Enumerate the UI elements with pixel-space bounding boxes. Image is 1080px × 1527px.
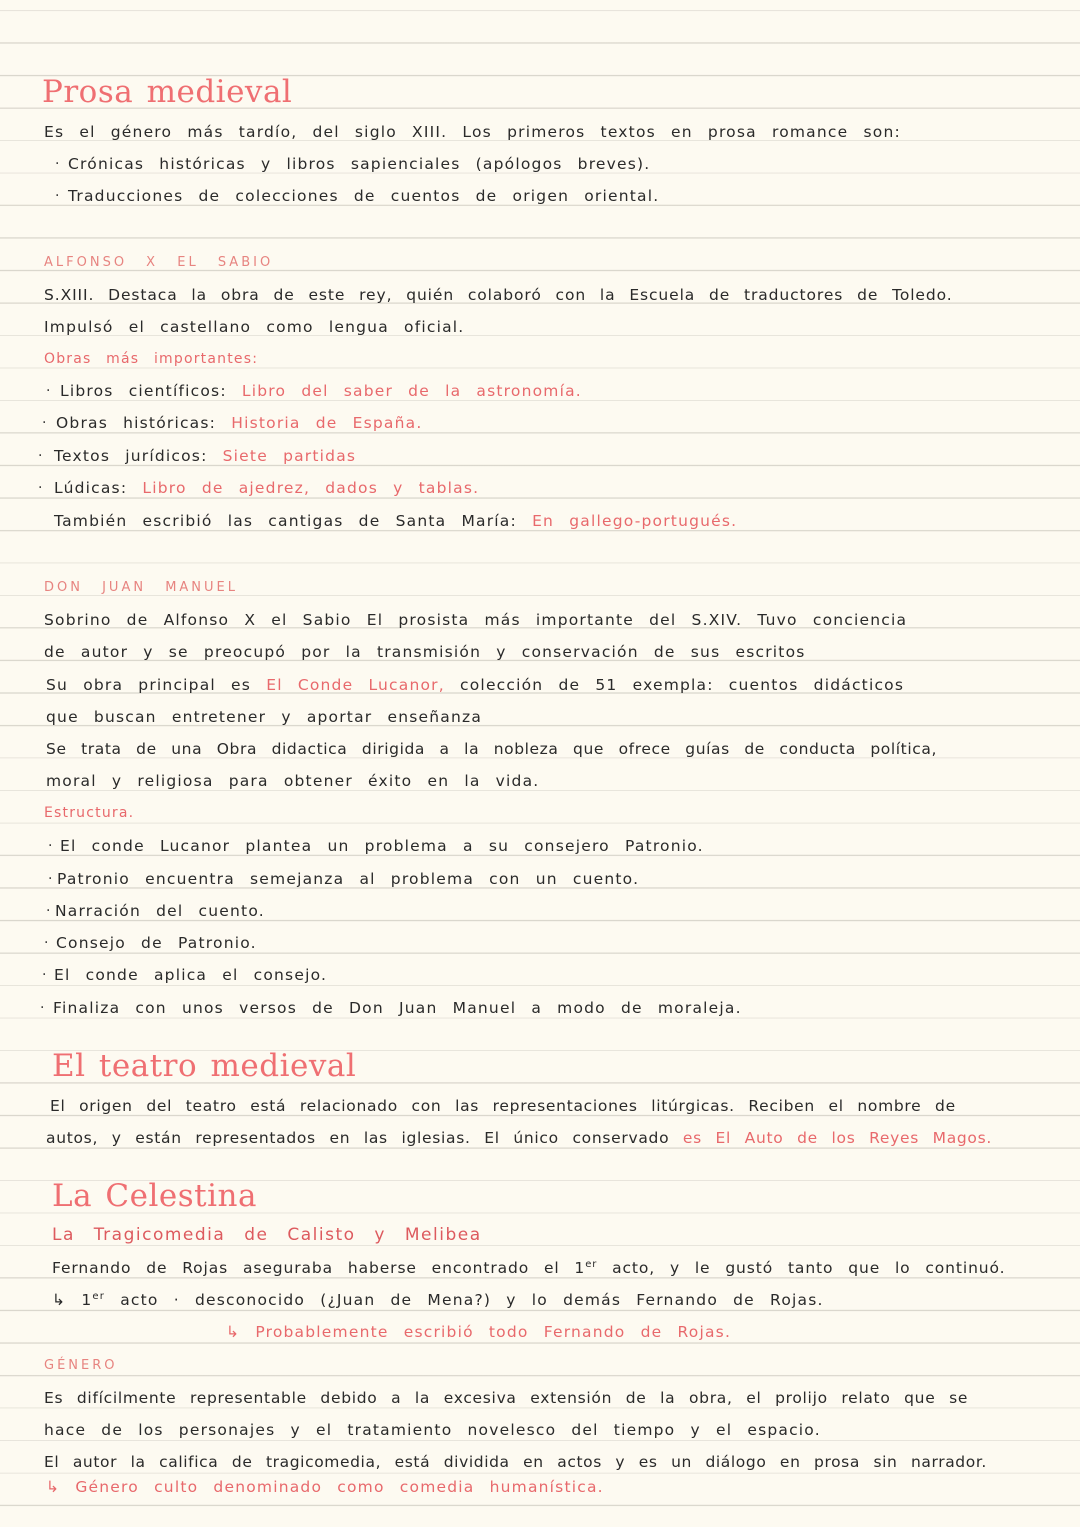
obra-label: Libros científicos: <box>60 382 227 400</box>
jm-line-1: Sobrino de Alfonso X el Sabio El prosista más importante del S.XIV. Tuvo conciencia <box>44 611 908 629</box>
teatro-title: El teatro medieval <box>52 1048 357 1084</box>
prosa-item-1: Crónicas históricas y libros sapienciales (apólogos breves). <box>68 155 651 173</box>
estructura-item: El conde aplica el consejo. <box>54 966 328 984</box>
celestina-line-3 <box>226 1322 731 1342</box>
arrow-icon: ↳ <box>226 1323 241 1341</box>
obra-value: Libro del saber de la astronomía. <box>241 382 582 400</box>
celestina-line-1a: Fernando de Rojas aseguraba haberse encontrado el 1 <box>52 1259 586 1277</box>
obra-label: Textos jurídicos: <box>54 447 208 465</box>
arrow-icon: ↳ <box>52 1291 67 1309</box>
estructura-item: Finaliza con unos versos de Don Juan Manuel a modo de moraleja. <box>53 999 742 1017</box>
bullet-dot: · <box>48 838 53 854</box>
prosa-intro: Es el género más tardío, del siglo XIII. Los primeros textos en prosa romance son: <box>44 123 901 141</box>
bullet-dot: · <box>48 871 53 887</box>
jm-line-3a: Su obra principal es <box>46 676 252 694</box>
cantigas-lang: En gallego-portugués. <box>532 512 738 530</box>
bullet-dot: · <box>42 967 47 983</box>
celestina-line-3-text: Probablemente escribió todo Fernando de Rojas. <box>255 1323 732 1341</box>
celestina-title: La Celestina <box>52 1178 257 1214</box>
jm-line-5: Se trata de una Obra didactica dirigida a la nobleza que ofrece guías de conducta política, <box>46 740 938 758</box>
alfonso-heading: ALFONSO X EL SABIO <box>44 255 274 270</box>
cantigas-text: También escribió las cantigas de Santa María: <box>54 512 517 530</box>
estructura-item: El conde Lucanor plantea un problema a su consejero Patronio. <box>60 837 704 855</box>
celestina-subtitle: La Tragicomedia de Calisto y Melibea <box>52 1225 482 1245</box>
obra-label: Lúdicas: <box>54 479 128 497</box>
teatro-line-2a: autos, y están representados en las iglesias. El único conservado <box>46 1129 670 1147</box>
bullet-dot: · <box>55 156 60 172</box>
celestina-line-2a: 1 <box>81 1291 93 1309</box>
jm-line-3c: colección de 51 exempla: cuentos didácticos <box>460 676 905 694</box>
genero-line-4-text: Género culto denominado como comedia humanística. <box>75 1478 604 1496</box>
teatro-line-1: El origen del teatro está relacionado con las representaciones litúrgicas. Reciben el nombre de <box>50 1097 956 1115</box>
bullet-dot: · <box>38 480 43 496</box>
bullet-dot: · <box>38 448 43 464</box>
alfonso-p1: S.XIII. Destaca la obra de este rey, quién colaboró con la Escuela de traductores de Toledo. <box>44 286 953 304</box>
superscript: er <box>92 1290 106 1302</box>
conde-lucanor-title: El Conde Lucanor, <box>266 676 445 694</box>
obra-value: Siete partidas <box>222 447 357 465</box>
cantigas-line <box>54 511 737 531</box>
obras-label: Obras más importantes: <box>44 351 259 367</box>
bullet-dot: · <box>46 903 51 919</box>
genero-heading: GÉNERO <box>44 1358 118 1373</box>
celestina-line-2b: acto · desconocido (¿Juan de Mena?) y lo demás Fernando de Rojas. <box>120 1291 824 1309</box>
jm-line-6: moral y religiosa para obtener éxito en la vida. <box>46 772 540 790</box>
obra-item <box>60 381 582 401</box>
obra-value: Historia de España. <box>231 414 423 432</box>
estructura-item: Patronio encuentra semejanza al problema con un cuento. <box>57 870 640 888</box>
genero-line-3: El autor la califica de tragicomedia, está dividida en actos y es un diálogo en prosa sin narrador. <box>44 1453 987 1471</box>
jm-line-3 <box>46 675 904 695</box>
obra-item <box>56 413 422 433</box>
teatro-line-2 <box>46 1128 992 1148</box>
estructura-item: Narración del cuento. <box>55 902 265 920</box>
prosa-item-2: Traducciones de colecciones de cuentos de origen oriental. <box>68 187 660 205</box>
obra-item <box>54 446 356 466</box>
bullet-dot: · <box>42 415 47 431</box>
celestina-line-1 <box>52 1258 1005 1278</box>
genero-line-1: Es difícilmente representable debido a la excesiva extensión de la obra, el prolijo relato que se <box>44 1389 969 1407</box>
juan-manuel-heading: DON JUAN MANUEL <box>44 580 239 595</box>
estructura-label: Estructura. <box>44 805 135 821</box>
obra-label: Obras históricas: <box>56 414 217 432</box>
jm-line-2: de autor y se preocupó por la transmisión y conservación de sus escritos <box>44 643 806 661</box>
auto-reyes-magos: es El Auto de los Reyes Magos. <box>682 1129 993 1147</box>
jm-line-4: que buscan entretener y aportar enseñanza <box>46 708 483 726</box>
arrow-icon: ↳ <box>46 1478 61 1496</box>
alfonso-p2: Impulsó el castellano como lengua oficial. <box>44 318 465 336</box>
celestina-line-2 <box>52 1290 824 1310</box>
obra-item <box>54 478 479 498</box>
genero-line-4 <box>46 1477 604 1497</box>
obra-value: Libro de ajedrez, dados y tablas. <box>142 479 480 497</box>
bullet-dot: · <box>44 935 49 951</box>
estructura-item: Consejo de Patronio. <box>56 934 257 952</box>
bullet-dot: · <box>46 383 51 399</box>
bullet-dot: · <box>40 1000 45 1016</box>
celestina-line-1b: acto, y le gustó tanto que lo continuó. <box>612 1259 1006 1277</box>
bullet-dot: · <box>55 188 60 204</box>
prosa-title: Prosa medieval <box>42 74 293 110</box>
superscript: er <box>585 1258 598 1270</box>
genero-line-2: hace de los personajes y el tratamiento novelesco del tiempo y el espacio. <box>44 1421 821 1439</box>
